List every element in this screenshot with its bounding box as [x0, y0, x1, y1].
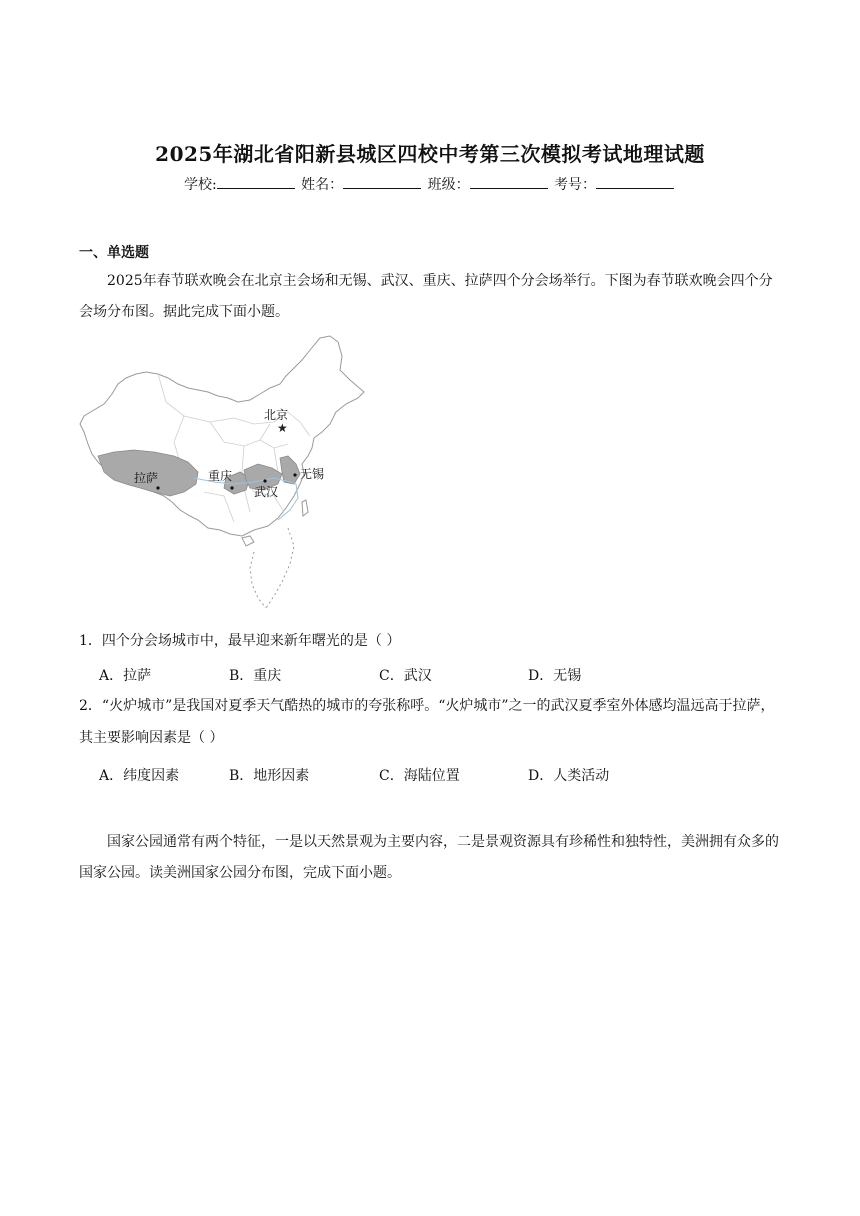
exam-no-blank	[596, 174, 674, 189]
q2-option-b[interactable]: B．地形因素	[229, 768, 310, 784]
intro-paragraph: 2025年春节联欢晚会在北京主会场和无锡、武汉、重庆、拉萨四个分会场举行。下图为春节联欢晚会四个分会场分布图。据此完成下面小题。	[79, 273, 773, 320]
chongqing-dot	[230, 486, 233, 489]
taiwan-island	[302, 500, 308, 516]
q1-option-b[interactable]: B．重庆	[229, 668, 282, 684]
school-label: 学校:	[183, 177, 217, 193]
class-blank	[470, 174, 548, 189]
section-heading: 一、单选题	[79, 245, 149, 261]
school-blank	[217, 174, 295, 189]
name-label: 姓名：	[301, 177, 344, 193]
sea-boundary	[250, 528, 294, 608]
national-park-intro: 国家公园通常有两个特征，一是以天然景观为主要内容，二是景观资源具有珍稀性和独特性，美洲拥有众多的国家公园。读美洲国家公园分布图，完成下面小题。	[79, 834, 779, 881]
lasa-dot	[156, 486, 159, 489]
q1-option-c[interactable]: C．武汉	[379, 668, 432, 684]
wuhan-dot	[263, 479, 266, 482]
wuhan-label: 武汉	[254, 485, 279, 499]
question-2-stem: 2．“火炉城市”是我国对夏季天气酷热的城市的夸张称呼。“火炉城市”之一的武汉夏季室外体感均温远高于拉萨，其主要影响因素是（ ）	[79, 698, 775, 746]
name-blank	[343, 174, 421, 189]
wuxi-label: 无锡	[300, 467, 325, 481]
beijing-label: 北京	[264, 408, 289, 422]
q1-option-d[interactable]: D．无锡	[528, 668, 582, 684]
page-title: 2025年湖北省阳新县城区四校中考第三次模拟考试地理试题	[155, 142, 705, 166]
q2-option-c[interactable]: C．海陆位置	[379, 768, 460, 784]
question-1-stem: 1．四个分会场城市中，最早迎来新年曙光的是（ ）	[79, 633, 401, 649]
q2-option-d[interactable]: D．人类活动	[528, 768, 610, 784]
student-info-line	[0, 174, 860, 194]
lasa-label: 拉萨	[134, 471, 159, 485]
wuxi-dot	[293, 473, 296, 476]
exam-no-label: 考号：	[554, 177, 597, 193]
q1-option-a[interactable]: A．拉萨	[99, 668, 152, 684]
q2-option-a[interactable]: A．纬度因素	[99, 768, 180, 784]
chongqing-label: 重庆	[208, 469, 233, 483]
beijing-star-icon: ★	[277, 421, 288, 435]
country-outline	[80, 336, 364, 536]
class-label: 班级：	[427, 177, 470, 193]
venue-map	[74, 332, 374, 618]
hainan-island	[242, 536, 254, 546]
